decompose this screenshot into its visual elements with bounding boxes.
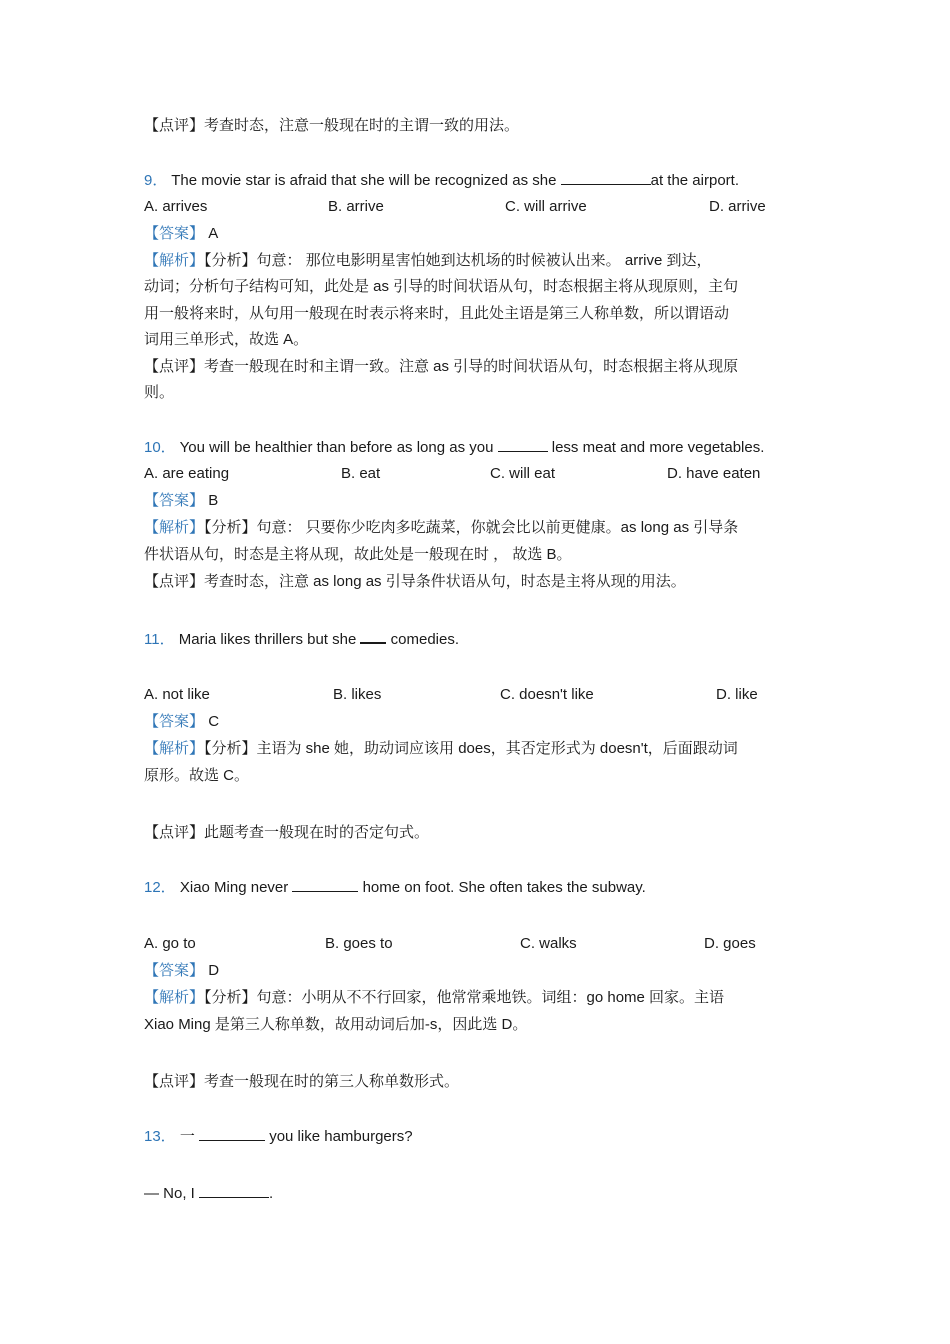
q10-blank [498,437,548,452]
q12-option-a: A. go to [144,935,196,952]
q10-analysis-text-1: 【分析】句意： 只要你少吃肉多吃蔬菜，你就会比以前更健康。as long as 引导条 [204,519,739,536]
q9-analysis-line-3: 用一般将来时，从句用一般现在时表示将来时，且此处主语是第三人称单数，所以谓语动 [144,305,730,322]
q12-answer [144,961,219,981]
q9-stem-part1: The movie star is afraid that she will be recognized as she [171,172,561,189]
q13-line-2 [144,1183,273,1204]
q11-option-c: C. doesn't like [500,686,594,703]
q9-analysis-line-2: 动词；分析句子结构可知，此处是 as 引导的时间状语从句，时态根据主将从现原则，主句 [144,278,739,295]
q11-answer [144,712,219,732]
q12-answer-tag: 【答案】 [144,962,205,979]
q12-stem-part1: Xiao Ming never [179,879,293,896]
q11-stem-part1: Maria likes thrillers but she [178,631,361,648]
q11-analysis-text-1: 【分析】主语为 she 她，助动词应该用 does，其否定形式为 doesn't，后面跟动词 [204,740,738,757]
q10-answer-value: B [208,492,219,509]
q13-blank-2 [199,1183,269,1198]
q11-option-d: D. like [716,686,758,703]
q10-stem-part2: less meat and more vegetables. [547,439,765,456]
q9-analysis-line-1 [144,251,712,271]
q9-option-a: A. arrives [144,198,208,215]
q11-analysis-line-2: 原形。故选 C。 [144,767,250,784]
q10-option-c: C. will eat [490,465,556,482]
q11-stem [144,628,459,650]
q9-analysis-text-1: 【分析】句意： 那位电影明星害怕她到达机场的时候被认出来。 arrive 到达， [204,252,712,269]
q10-option-d: D. have eaten [667,465,761,482]
q11-stem-part2: comedies. [386,631,460,648]
q12-analysis-line-1 [144,988,724,1008]
q10-stem-part1: You will be healthier than before as long as you [179,439,498,456]
q9-answer [144,224,218,244]
q9-answer-value: A [208,225,219,242]
q10-answer [144,491,218,511]
q9-comment-line-1: 【点评】考查一般现在时和主谓一致。注意 as 引导的时间状语从句，时态根据主将从现原 [144,358,739,375]
q9-number: 9． [144,172,168,189]
q11-comment: 【点评】此题考查一般现在时的否定句式。 [144,824,430,841]
q13-line1-part1: 一 [179,1128,200,1145]
q9-option-b: B. arrive [328,198,384,215]
q9-stem [144,170,739,191]
q9-analysis-line-4: 词用三单形式，故选 A。 [144,331,309,348]
q13-line1-part2: you like hamburgers? [265,1128,413,1145]
q11-answer-value: C [208,713,220,730]
q12-analysis-text-1: 【分析】句意：小明从不不行回家，他常常乘地铁。词组：go home 回家。主语 [204,989,725,1006]
q10-analysis-tag: 【解析】 [144,519,205,536]
q10-analysis-line-2: 件状语从句，时态是主将从现，故此处是一般现在时 ， 故选 B。 [144,546,572,563]
q9-option-c: C. will arrive [505,198,587,215]
q13-line2-part2: . [269,1185,274,1202]
q12-analysis-tag: 【解析】 [144,989,205,1006]
q13-number: 13． [144,1128,176,1145]
q11-option-a: A. not like [144,686,210,703]
q10-comment: 【点评】考查时态，注意 as long as 引导条件状语从句，时态是主将从现的用法。 [144,573,686,590]
q10-answer-tag: 【答案】 [144,492,205,509]
q10-stem [144,437,764,458]
q12-comment: 【点评】考查一般现在时的第三人称单数形式。 [144,1073,460,1090]
q13-blank-1 [199,1126,265,1141]
q9-option-d: D. arrive [709,198,766,215]
q12-blank [292,877,358,892]
q10-option-b: B. eat [341,465,381,482]
q13-line2-part1: — No, I [144,1185,200,1202]
q12-analysis-line-2: Xiao Ming 是第三人称单数，故用动词后加-s，因此选 D。 [144,1016,528,1033]
q10-number: 10． [144,439,176,456]
q9-stem-part2: at the airport. [650,172,739,189]
q12-stem-part2: home on foot. She often takes the subway. [358,879,646,896]
q10-analysis-line-1 [144,518,738,538]
q12-answer-value: D [208,962,220,979]
q11-answer-tag: 【答案】 [144,713,205,730]
q9-comment-line-2: 则。 [144,384,175,401]
q12-option-b: B. goes to [325,935,393,952]
q9-analysis-tag: 【解析】 [144,252,205,269]
q11-analysis-line-1 [144,739,738,759]
q12-stem [144,877,646,898]
q12-option-c: C. walks [520,935,577,952]
q11-number: 11． [144,631,175,648]
q11-option-b: B. likes [333,686,382,703]
q10-option-a: A. are eating [144,465,230,482]
q12-option-d: D. goes [704,935,756,952]
q9-answer-tag: 【答案】 [144,225,205,242]
q11-blank [360,628,386,644]
q9-blank [561,170,651,185]
q13-line-1 [144,1126,413,1147]
q11-analysis-tag: 【解析】 [144,740,205,757]
q12-number: 12． [144,879,176,896]
q8-comment: 【点评】考查时态，注意一般现在时的主谓一致的用法。 [144,117,520,134]
